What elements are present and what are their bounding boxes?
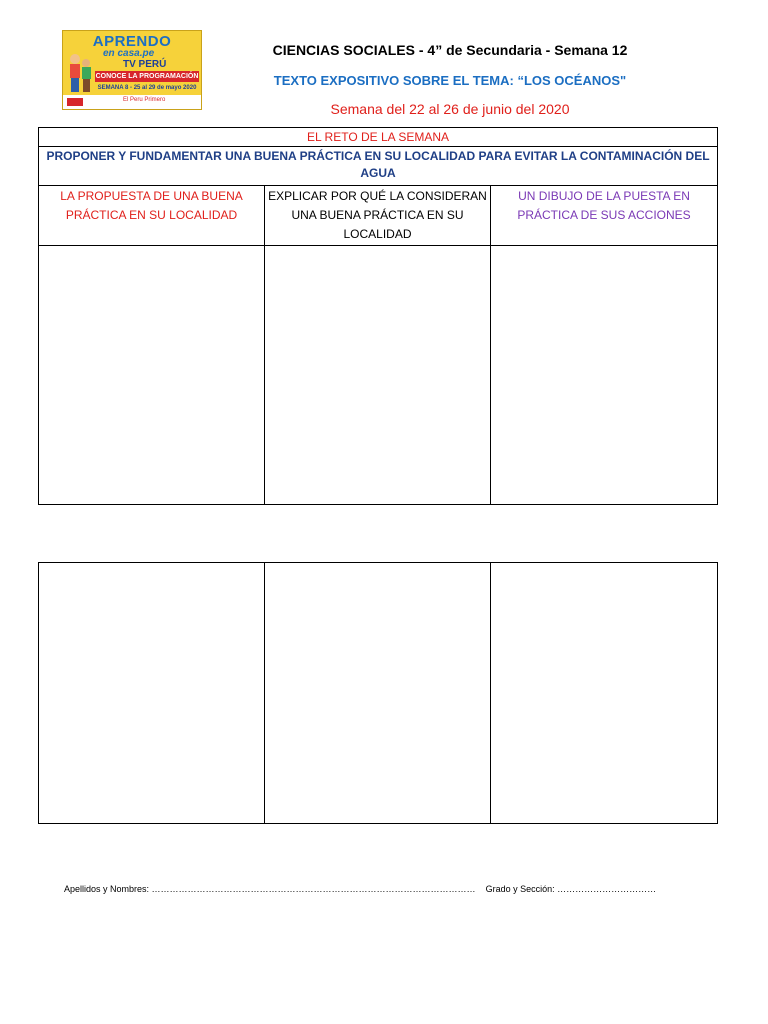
topic-title: TEXTO EXPOSITIVO SOBRE EL TEMA: “LOS OCÉANOS" — [273, 73, 627, 88]
logo-footer — [63, 95, 201, 109]
column-header-drawing: UN DIBUJO DE LA PUESTA EN PRÁCTICA DE SUS ACCIONES — [491, 186, 718, 246]
logo-band-sub: SEMANA 8 - 25 al 29 de mayo 2020 — [97, 85, 197, 91]
week-title: Semana del 22 al 26 de junio del 2020 — [330, 101, 570, 117]
grade-field-label[interactable]: Grado y Sección: …………………………… — [485, 884, 657, 894]
answer-cell-explanation[interactable] — [265, 246, 491, 505]
course-title: CIENCIAS SOCIALES - 4” de Secundaria - Semana 12 — [272, 42, 628, 58]
logo-brand: APRENDO — [92, 33, 172, 50]
children-illustration-icon — [67, 51, 93, 95]
answer-cell-drawing[interactable] — [491, 246, 718, 505]
logo-tv: TV PERÚ — [123, 59, 167, 70]
logo-band: CONOCE LA PROGRAMACIÓN — [95, 73, 199, 80]
answer-table-2 — [38, 562, 718, 824]
answer-cell-2-drawing[interactable] — [491, 563, 718, 824]
aprendo-en-casa-logo — [62, 30, 202, 110]
student-info-line — [64, 884, 656, 894]
answer-cell-2-explanation[interactable] — [265, 563, 491, 824]
challenge-table — [38, 127, 718, 505]
logo-foot-text: El Peru Primero — [123, 97, 166, 103]
peru-flag-icon — [67, 98, 83, 106]
answer-cell-2-proposal[interactable] — [39, 563, 265, 824]
logo-brand-sub: en casa.pe — [103, 48, 155, 59]
name-field-label[interactable]: Apellidos y Nombres: ……………………………………………………………………………………………… — [64, 884, 476, 894]
challenge-heading: EL RETO DE LA SEMANA — [39, 128, 718, 147]
column-header-proposal: LA PROPUESTA DE UNA BUENA PRÁCTICA EN SU LOCALIDAD — [39, 186, 265, 246]
answer-cell-proposal[interactable] — [39, 246, 265, 505]
challenge-instruction: PROPONER Y FUNDAMENTAR UNA BUENA PRÁCTICA EN SU LOCALIDAD PARA EVITAR LA CONTAMINACIÓN DEL AGUA — [39, 147, 718, 186]
column-header-explanation: EXPLICAR POR QUÉ LA CONSIDERAN UNA BUENA PRÁCTICA EN SU LOCALIDAD — [265, 186, 491, 246]
